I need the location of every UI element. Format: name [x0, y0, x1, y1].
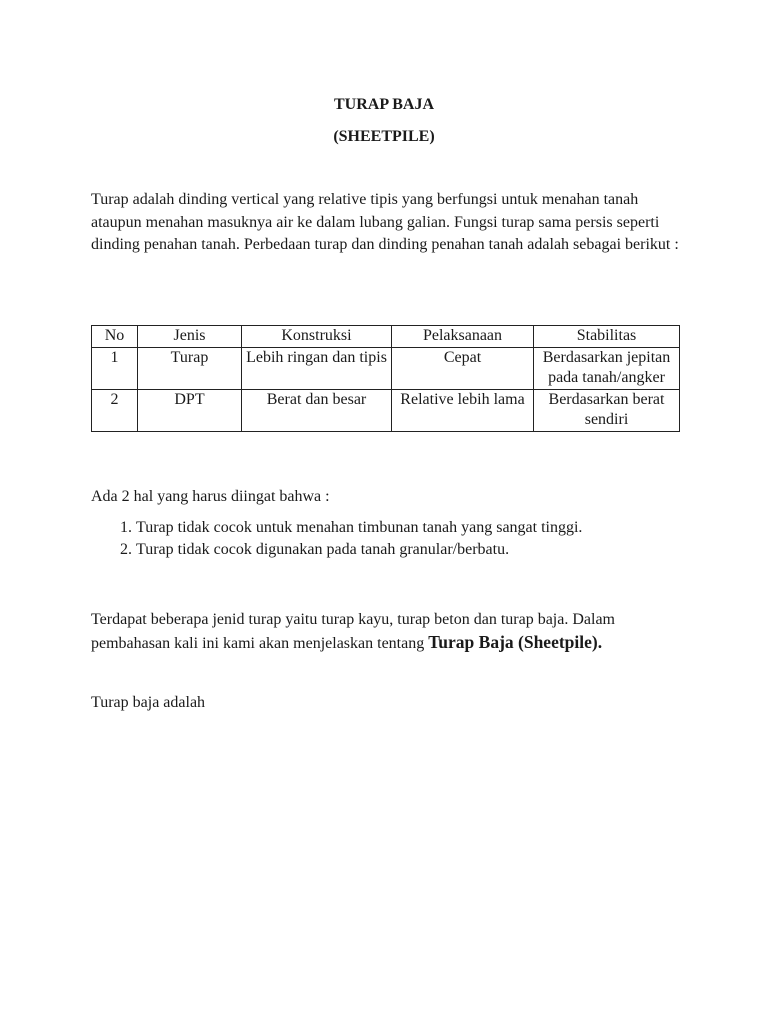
list-item: 2. Turap tidak cocok digunakan pada tanah granular/berbatu.	[136, 539, 756, 561]
table-cell: Lebih ringan dan tipis	[242, 347, 392, 389]
types-paragraph-emphasis: Turap Baja (Sheetpile).	[428, 632, 603, 652]
table-cell: Berat dan besar	[242, 389, 392, 431]
list-intro: Ada 2 hal yang harus diingat bahwa :	[91, 488, 330, 505]
table-cell: 2	[92, 389, 138, 431]
table-header-row	[92, 326, 680, 348]
table-cell: 1	[92, 347, 138, 389]
notes-list	[91, 517, 756, 561]
header-jenis: Jenis	[138, 326, 242, 348]
table-cell: Cepat	[392, 347, 534, 389]
table-cell: Berdasarkan jepitan pada tanah/angker	[534, 347, 680, 389]
types-paragraph-text: Terdapat beberapa jenid turap yaitu turap kayu, turap beton dan turap baja. Dalam pembahasan kali ini kami akan menjelaskan tentang	[91, 611, 615, 652]
table-cell: Berdasarkan berat sendiri	[534, 389, 680, 431]
document-title: TURAP BAJA	[333, 96, 434, 113]
table-cell: Turap	[138, 347, 242, 389]
header-stabilitas: Stabilitas	[534, 326, 680, 348]
list-item: 1. Turap tidak cocok untuk menahan timbunan tanah yang sangat tinggi.	[136, 517, 756, 539]
table-row	[92, 389, 680, 431]
comparison-table	[91, 325, 680, 432]
header-konstruksi: Konstruksi	[242, 326, 392, 348]
header-no: No	[92, 326, 138, 348]
table-cell: DPT	[138, 389, 242, 431]
table-row	[92, 347, 680, 389]
header-pelaksanaan: Pelaksanaan	[392, 326, 534, 348]
table-cell: Relative lebih lama	[392, 389, 534, 431]
intro-paragraph: Turap adalah dinding vertical yang relative tipis yang berfungsi untuk menahan tanah ataupun menahan masuknya air ke dalam lubang galian. Fungsi turap sama persis seperti dinding penahan tanah. Perbedaan turap dan dinding penahan tanah adalah sebagai berikut :	[91, 191, 679, 253]
types-paragraph	[91, 608, 691, 655]
closing-paragraph: Turap baja adalah	[91, 694, 206, 711]
document-subtitle: (SHEETPILE)	[333, 128, 435, 145]
